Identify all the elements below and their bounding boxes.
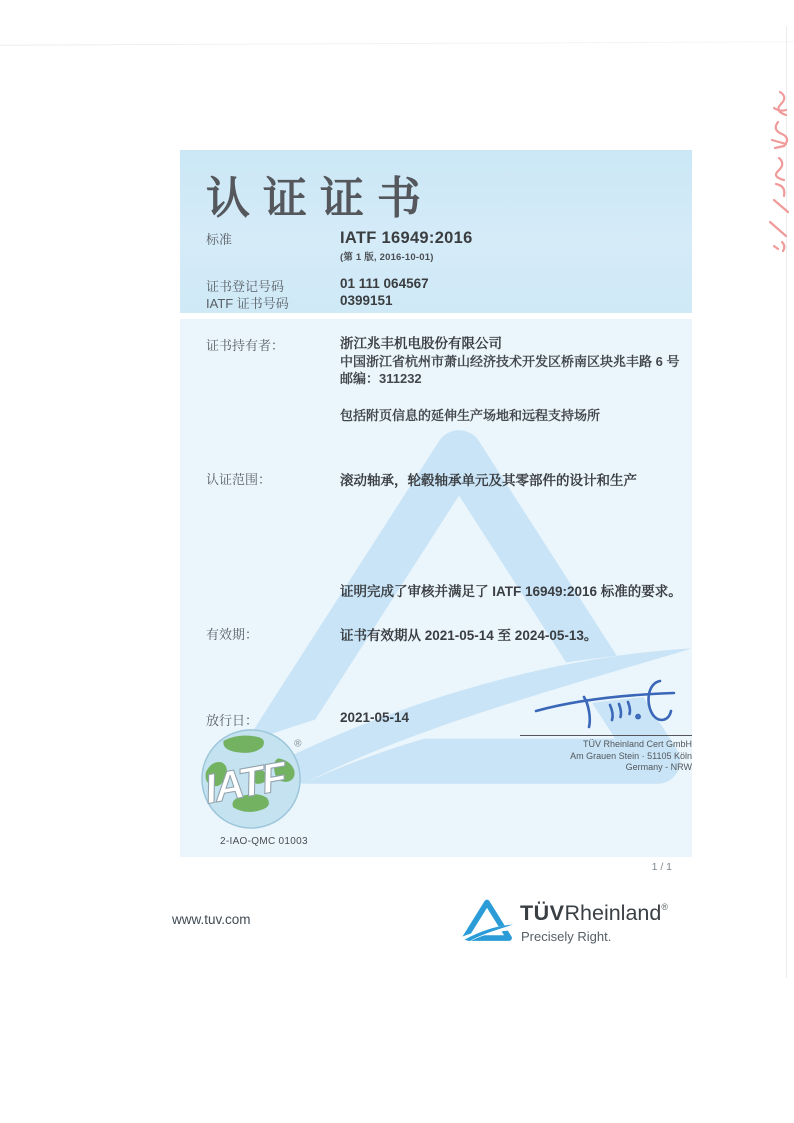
iatf-scheme-code: 2-IAO-QMC 01003 bbox=[220, 836, 308, 847]
tuv-website-url: www.tuv.com bbox=[172, 912, 251, 927]
scan-edge-artifact bbox=[0, 41, 794, 45]
tuv-rheinland-triangle-icon bbox=[461, 896, 513, 948]
iatf-number-row bbox=[206, 293, 676, 312]
holder-label: 证书持有者： bbox=[206, 338, 285, 353]
issuer-region: Germany - NRW bbox=[625, 762, 692, 772]
iatf-number-value: 0399151 bbox=[340, 293, 393, 308]
standard-label: 标准 bbox=[206, 232, 233, 247]
audit-statement: 证明完成了审核并满足了 IATF 16949:2016 标准的要求。 bbox=[340, 584, 682, 599]
holder-postcode: 邮编：311232 bbox=[340, 371, 422, 386]
holder-details bbox=[340, 335, 680, 388]
certificate-body bbox=[180, 319, 692, 857]
issue-date-value: 2021-05-14 bbox=[340, 710, 410, 725]
iatf-number-label: IATF 证书号码 bbox=[206, 296, 289, 311]
validity-value: 证书有效期从 2021-05-14 至 2024-05-13。 bbox=[340, 628, 598, 643]
issuer-name: TÜV Rheinland Cert GmbH bbox=[582, 739, 692, 749]
brand-registered-mark: ® bbox=[661, 902, 668, 912]
iatf-globe-logo bbox=[194, 725, 312, 831]
issuer-street: Am Grauen Stein · 51105 Köln bbox=[570, 750, 692, 761]
standard-edition: (第 1 版, 2016-10-01) bbox=[340, 252, 434, 263]
iatf-logo-text: IATF bbox=[201, 753, 289, 813]
certificate-header bbox=[180, 150, 692, 313]
brand-rheinland: Rheinland bbox=[564, 901, 662, 925]
scope-value: 滚动轴承，轮毂轴承单元及其零部件的设计和生产 bbox=[340, 473, 637, 488]
scope-label: 认证范围： bbox=[206, 472, 272, 487]
brand-tuv: TÜV bbox=[520, 901, 565, 925]
holder-address: 中国浙江省杭州市萧山经济技术开发区桥南区块兆丰路 6 号 bbox=[340, 353, 680, 369]
registration-number-label: 证书登记号码 bbox=[206, 279, 285, 294]
red-handwriting-annotation bbox=[764, 88, 792, 256]
page-indicator: 1 / 1 bbox=[651, 861, 672, 873]
signature-line bbox=[520, 735, 692, 736]
holder-company: 浙江兆丰机电股份有限公司 bbox=[340, 336, 502, 351]
issuer-address-block bbox=[520, 739, 692, 774]
validity-label: 有效期： bbox=[206, 627, 259, 642]
standard-row bbox=[206, 229, 676, 263]
brand-tagline: Precisely Right. bbox=[521, 929, 612, 944]
standard-value: IATF 16949:2016 bbox=[340, 229, 473, 247]
issue-date-label: 放行日： bbox=[206, 713, 259, 728]
signature-icon bbox=[520, 671, 692, 735]
tuv-rheinland-wordmark bbox=[520, 901, 668, 926]
page-title: 认证证书 bbox=[206, 174, 434, 223]
registration-number-value: 01 111 064567 bbox=[340, 276, 429, 291]
extension-note: 包括附页信息的延伸生产场地和远程支持场所 bbox=[340, 408, 601, 423]
iatf-logo-registered-mark: ® bbox=[294, 738, 302, 750]
signature-area bbox=[520, 671, 692, 774]
